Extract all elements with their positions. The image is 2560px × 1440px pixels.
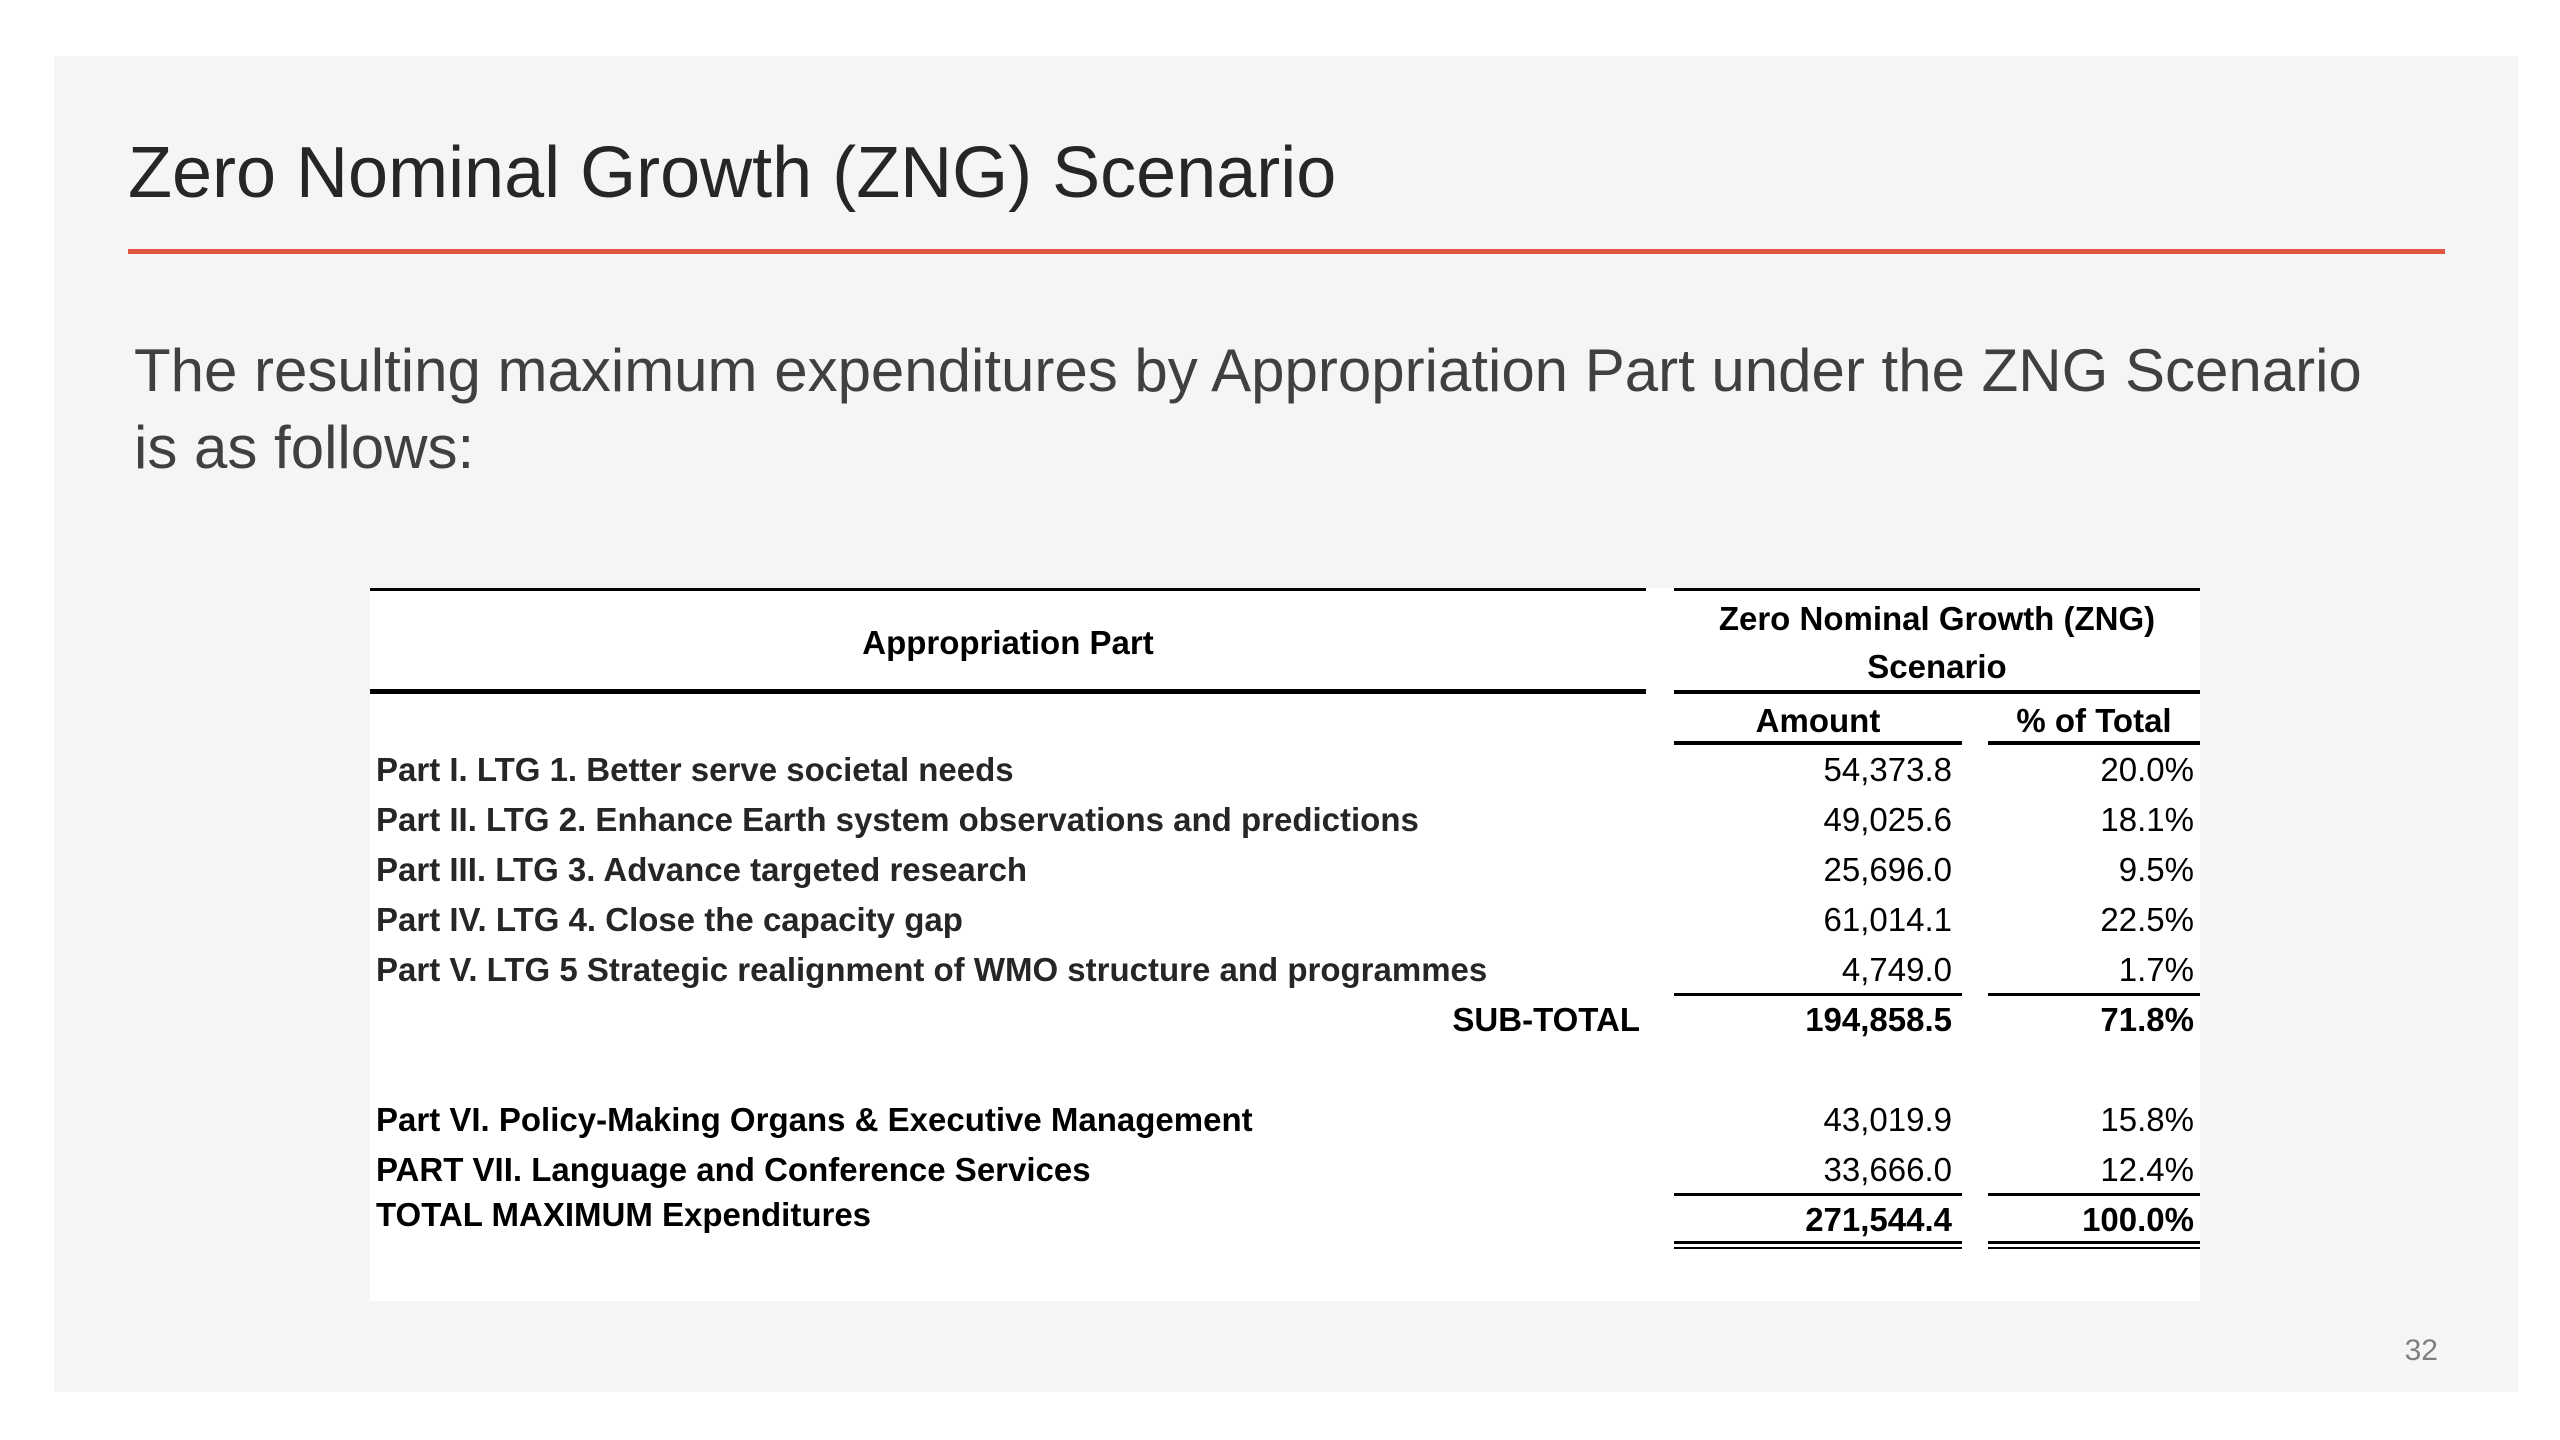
row-amount: 54,373.8 bbox=[1823, 751, 1952, 788]
total-bottom-rule-percent-2 bbox=[1988, 1247, 2200, 1249]
table-top-rule-right bbox=[1674, 588, 2200, 591]
row-percent: 22.5% bbox=[2100, 901, 2194, 938]
slide-subtitle: The resulting maximum expenditures by Appropriation Part under the ZNG Scenario is as follows: bbox=[134, 337, 2362, 481]
row-percent: 12.4% bbox=[2100, 1151, 2194, 1188]
row-amount: 61,014.1 bbox=[1823, 901, 1952, 938]
row-amount: 49,025.6 bbox=[1823, 801, 1952, 838]
total-top-rule-percent bbox=[1988, 1193, 2200, 1196]
table-top-rule-left bbox=[370, 588, 1646, 591]
subtotal-amount: 194,858.5 bbox=[1805, 1001, 1952, 1038]
row-amount: 33,666.0 bbox=[1823, 1151, 1952, 1188]
row-label: Part IV. LTG 4. Close the capacity gap bbox=[376, 901, 963, 938]
subtotal-label: SUB-TOTAL bbox=[1452, 1001, 1640, 1038]
row-label: Part III. LTG 3. Advance targeted research bbox=[376, 851, 1028, 888]
row-percent: 9.5% bbox=[2118, 851, 2194, 888]
row-percent: 18.1% bbox=[2100, 801, 2194, 838]
col-header-rule-percent bbox=[1988, 741, 2200, 745]
header-scenario-line1: Zero Nominal Growth (ZNG) bbox=[1718, 600, 2156, 637]
header-scenario-line2: Scenario bbox=[1867, 648, 2007, 685]
total-top-rule-amount bbox=[1674, 1193, 1962, 1196]
slide bbox=[54, 56, 2518, 1392]
page-number: 32 bbox=[2404, 1334, 2438, 1367]
total-bottom-rule-amount-2 bbox=[1674, 1247, 1962, 1249]
subtotal-rule-percent bbox=[1988, 993, 2200, 996]
row-amount: 43,019.9 bbox=[1823, 1101, 1952, 1138]
row-label: Part V. LTG 5 Strategic realignment of WMO structure and programmes bbox=[376, 951, 1488, 988]
total-bottom-rule-amount bbox=[1674, 1241, 1962, 1244]
header-rule-right bbox=[1674, 690, 2200, 694]
col-header-percent: % of Total bbox=[2016, 702, 2172, 739]
row-label: Part VI. Policy-Making Organs & Executive Management bbox=[376, 1101, 1253, 1138]
title-divider bbox=[128, 249, 2445, 254]
subtotal-rule-amount bbox=[1674, 993, 1962, 996]
total-bottom-rule-percent bbox=[1988, 1241, 2200, 1244]
col-header-rule-amount bbox=[1674, 741, 1962, 745]
row-amount: 4,749.0 bbox=[1841, 951, 1952, 988]
row-percent: 15.8% bbox=[2100, 1101, 2194, 1138]
row-amount: 25,696.0 bbox=[1823, 851, 1952, 888]
col-header-amount: Amount bbox=[1755, 702, 1881, 739]
total-percent: 100.0% bbox=[2082, 1201, 2194, 1238]
row-percent: 20.0% bbox=[2100, 751, 2194, 788]
row-percent: 1.7% bbox=[2118, 951, 2194, 988]
total-label: TOTAL MAXIMUM Expenditures bbox=[376, 1196, 872, 1233]
subtotal-percent: 71.8% bbox=[2100, 1001, 2194, 1038]
header-rule-left bbox=[370, 689, 1646, 694]
header-appropriation-part: Appropriation Part bbox=[862, 624, 1154, 661]
slide-title: Zero Nominal Growth (ZNG) Scenario bbox=[128, 133, 1337, 213]
row-label: Part II. LTG 2. Enhance Earth system observations and predictions bbox=[376, 801, 1419, 838]
row-label: PART VII. Language and Conference Services bbox=[376, 1151, 1091, 1188]
row-label: Part I. LTG 1. Better serve societal needs bbox=[376, 751, 1014, 788]
total-amount: 271,544.4 bbox=[1805, 1201, 1952, 1238]
